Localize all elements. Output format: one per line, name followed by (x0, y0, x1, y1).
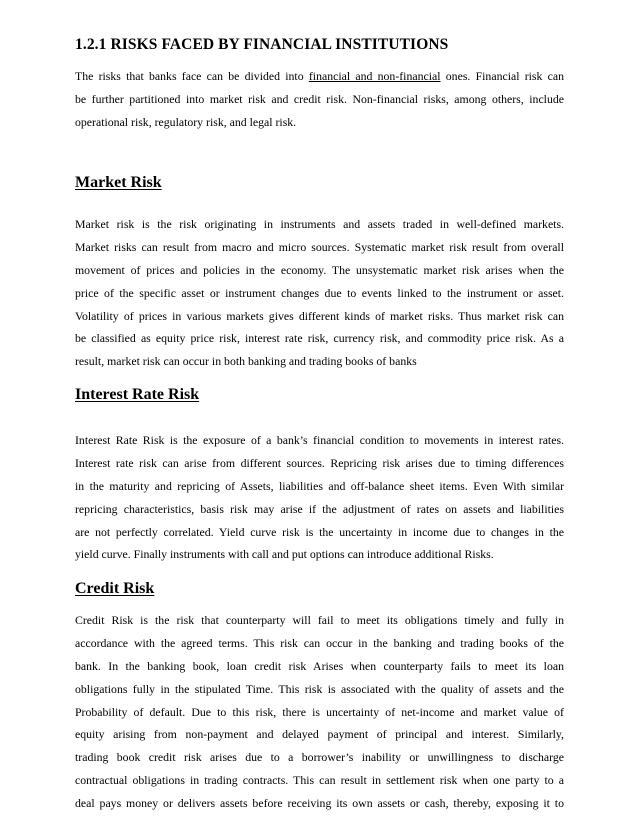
paragraph-line: in the maturity and repricing of Assets, liabilities and off-balance sheet items. Even With similar (75, 478, 564, 493)
paragraph-line: obligations fully in the stipulated Time. This risk is associated with the quality of assets and the (75, 681, 564, 696)
paragraph-line: movement of prices and policies in the economy. The unsystematic market risk arises when the (75, 262, 564, 277)
paragraph-line: Interest rate risk can arise from different sources. Repricing risk arises due to timing differences (75, 455, 564, 470)
paragraph-line: Volatility of prices in various markets gives different kinds of market risks. Thus market risk can (75, 308, 564, 323)
financial-non-financial-link: financial and non-financial (308, 69, 441, 83)
section-heading-interest-rate-risk: Interest Rate Risk (75, 386, 200, 403)
paragraph-line: are not perfectly correlated. Yield curve risk is the uncertainty in income due to changes in the (75, 524, 564, 539)
paragraph-line: bank. In the banking book, loan credit risk Arises when counterparty fails to meet its loan (75, 658, 564, 673)
section-heading-market-risk: Market Risk (75, 174, 162, 191)
paragraph-line: Credit Risk is the risk that counterparty will fail to meet its obligations timely and fully in (75, 613, 564, 627)
section-heading-credit-risk: Credit Risk (75, 580, 155, 597)
page-title: 1.2.1 RISKS FACED BY FINANCIAL INSTITUTIONS (75, 36, 449, 53)
paragraph-line: contractual obligations in trading contracts. This can result in settlement risk when one party to a (75, 773, 564, 788)
paragraph-line: Market risk is the risk originating in instruments and assets traded in well-defined markets. (75, 217, 564, 231)
intro-line: be further partitioned into market risk and credit risk. Non-financial risks, among others, include (75, 91, 564, 106)
credit-risk-paragraph (75, 609, 564, 815)
intro-text: The risks that banks face can be divided into (75, 69, 304, 83)
paragraph-line: Interest Rate Risk is the exposure of a bank’s financial condition to movements in interest rates. (75, 433, 564, 447)
market-risk-paragraph (75, 213, 564, 373)
paragraph-line: equity arising from non-payment and delayed payment of principal and interest. Similarly, (75, 727, 564, 742)
paragraph-line: trading book credit risk arises due to a borrower’s inability or unwillingness to discharge (75, 750, 564, 765)
intro-paragraph (75, 65, 564, 134)
paragraph-line: repricing characteristics, basis risk may arise if the adjustment of rates on assets and liabilities (75, 501, 564, 516)
paragraph-line: result, market risk can occur in both banking and trading books of banks (75, 354, 417, 369)
intro-line: operational risk, regulatory risk, and legal risk. (75, 114, 297, 129)
paragraph-line: be classified as equity price risk, interest rate risk, currency risk, and commodity price risk. As a (75, 331, 564, 346)
paragraph-line: Probability of default. Due to this risk, there is uncertainty of net-income and market value of (75, 704, 564, 719)
interest-rate-risk-paragraph (75, 429, 564, 566)
paragraph-line: Market risks can result from macro and micro sources. Systematic market risk result from overall (75, 239, 564, 254)
intro-text: ones. Financial risk can (445, 69, 564, 83)
intro-line (75, 65, 564, 88)
paragraph-line: yield curve. Finally instruments with call and put options can introduce additional Risks. (75, 547, 494, 562)
paragraph-line: price of the specific asset or instrument changes due to events linked to the instrument or asset. (75, 285, 564, 300)
paragraph-line: accordance with the agreed terms. This risk can occur in the banking and trading books of the (75, 635, 564, 650)
paragraph-line: deal pays money or delivers assets before receiving its own assets or cash, thereby, exposing it to (75, 796, 564, 811)
